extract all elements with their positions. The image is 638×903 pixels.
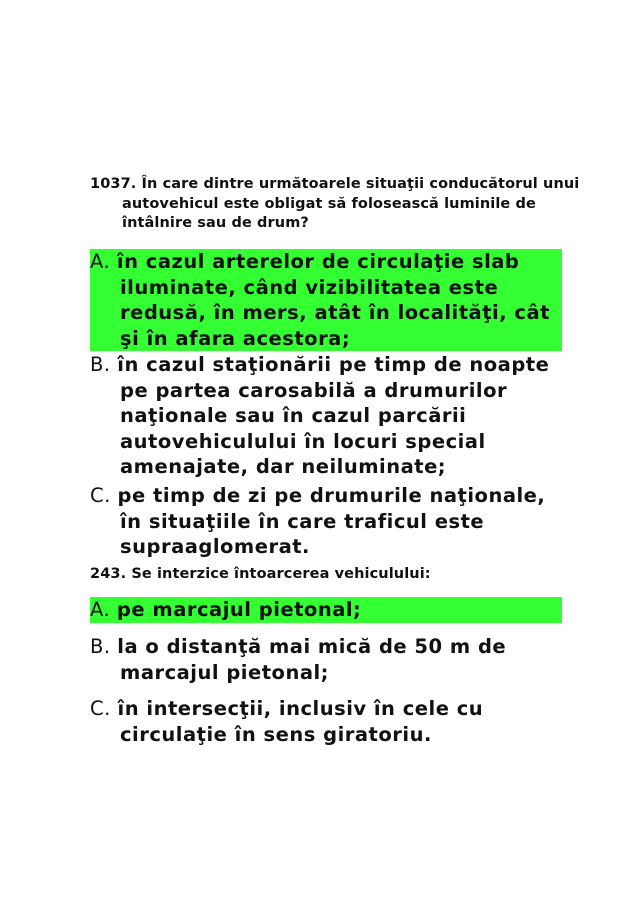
answer-text: în cazul staţionării pe timp de noapte pe partea carosabilă a drumurilor naţionale sau în cazul parcării autovehiculului în locuri special amenajate, dar neiluminate;: [117, 353, 550, 478]
answer-letter: B.: [90, 353, 111, 376]
answer-text: în intersecţii, inclusiv în cele cu circulaţie în sens giratoriu.: [117, 697, 484, 746]
question-243-text: 243. Se interzice întoarcerea vehiculului:: [90, 566, 431, 582]
answer-1037-b: [90, 352, 562, 480]
answer-243-c: [90, 696, 562, 747]
answer-letter: C.: [90, 484, 111, 507]
answer-letter: C.: [90, 697, 111, 720]
answer-243-a: [90, 597, 562, 623]
question-1037-text: 1037. În care dintre următoarele situaţii conducătorul unui autovehicul este obligat să folosească luminile de întâlnire sau de drum?: [90, 176, 580, 231]
answer-243-b: [90, 634, 562, 685]
answer-text: la o distanţă mai mică de 50 m de marcajul pietonal;: [117, 635, 507, 684]
answer-text: în cazul arterelor de circulaţie slab iluminate, când vizibilitatea este redusă, în mers, atât în localităţi, cât şi în afara acestora;: [116, 250, 550, 350]
answer-letter: B.: [90, 635, 111, 658]
answer-letter: A.: [90, 598, 111, 621]
answer-text: pe marcajul pietonal;: [116, 598, 362, 621]
answer-text: pe timp de zi pe drumurile naţionale, în situaţiile în care traficul este supraaglomerat.: [117, 484, 546, 558]
answer-letter: A.: [90, 250, 111, 273]
answer-1037-a: [90, 249, 562, 351]
answer-1037-c: [90, 483, 562, 560]
